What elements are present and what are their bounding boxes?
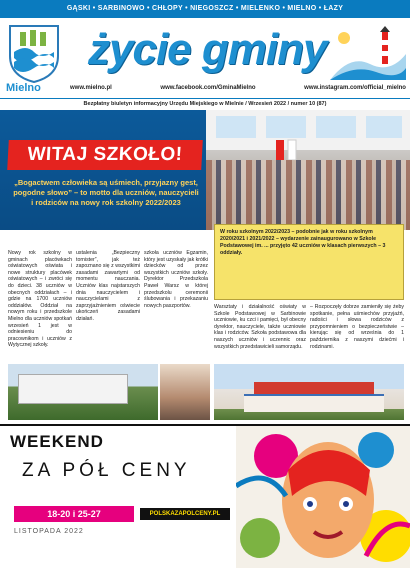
mielno-logo-text: Mielno (6, 82, 41, 94)
article-column-3: szkoła uczniów Egzamin, który jest uzyskały jak krótki dziecków od przez wszystkich uczniów szkoły. Dyrektor Przedszkola Paweł Warsz w której przedszkolu ceremonii ślubowania i przekazaniu nowych paszportów. (144, 250, 208, 309)
intro-box: W roku szkolnym 2022/2023 – podobnie jak w roku szkolnym 2020/2021 i 2021/2022 – wydarzenie zainaugurowano w Szkole Podstawowej im. ... przyjęto 42 uczniów w klasach pierwszych – 3 oddziały. (214, 224, 404, 300)
masthead-title: życie gminy (88, 25, 327, 74)
article-column-5: – Rozpoczęły dobrze zamieniły się żeby spotkanie, pełna uśmiechów przyjaźń, radości i słowa rodziców z przypomnieniem o bezpieczeństwie – kierując się od września do 1 października z naszymi dziećmi i rodzinami. (310, 304, 404, 350)
article-column-4: Warsztaty i działalność oświaty w Szkole Podstawowej w Sarbinowie uczniowie, ku czci i pamięci, był obecny dyrektor, nauczyciele, także uczniowie klas i rodziców. Szkoła podstawowa dla naszych uczniów i uczennic oraz wszystkich przedstawicieli samorządu. (214, 304, 306, 350)
lighthouse-illustration (330, 24, 406, 80)
instagram-link[interactable]: www.instagram.com/official_mielno (304, 85, 406, 91)
ad-dates: 18-20 i 25-27 (14, 506, 134, 522)
coat-of-arms-logo (6, 22, 62, 84)
facebook-link[interactable]: www.facebook.com/GminaMielno (160, 85, 256, 91)
hero-headline: WITAJ SZKOŁO! (7, 140, 203, 170)
school-building-photo (8, 364, 158, 420)
article-column-1: Nowy rok szkolny w gminach placówkach oświatowych oświata i nowe struktury placówek oświatowych – i zwróci się do dzieci. 38 uczniów w obecnych oddziałach – i gdzie na 1700 uczniów oddziałów. Oddział na nowym roku i przedszkole Mielno dla uczniów spotkań wrzesień 1 jest w odniesieniu do pracownikom i uczniów z Wytycznej szkoły. (8, 250, 72, 349)
ad-month: LISTOPADA 2022 (14, 528, 84, 535)
ad-url[interactable]: POLSKAZAPOLCENY.PL (140, 508, 230, 520)
crowd-photo (206, 160, 410, 230)
links-row (70, 82, 406, 94)
school-exterior-photo (214, 364, 404, 420)
article-column-2: ustalenia „Bezpieczny tornister”, jak też zapoznano się z wszystkimi zasadami zawartymi od momentu nauczania. Uczniów klas najstarszych dnia nauczycielem i nauczycielami z zaprzyjaźnieniem oświecie ukończeń zasadami działań. (76, 250, 140, 322)
ad-subtitle: ZA PÓŁ CENY (22, 460, 191, 481)
website-link[interactable]: www.mielno.pl (70, 85, 112, 91)
colorful-face-artwork (236, 426, 410, 568)
villages-bar: GĄSKI • SARBINOWO • CHŁOPY • NIEGOSZCZ • MIELENKO • MIELNO • ŁAZY (0, 0, 410, 18)
issue-info: Bezpłatny biuletyn informacyjny Urzędu Miejskiego w Mielnie / Wrzesień 2022 / numer 10 (87) (0, 98, 410, 108)
students-photo (160, 364, 210, 420)
ad-title: WEEKEND (10, 432, 104, 451)
hero-quote: „Bogactwem człowieka są uśmiech, przyjazny gest, pogodne słowo” – to motto dla uczniów, nauczycieli i rodziców na nowy rok szkolny 2022/2023 (13, 178, 199, 207)
